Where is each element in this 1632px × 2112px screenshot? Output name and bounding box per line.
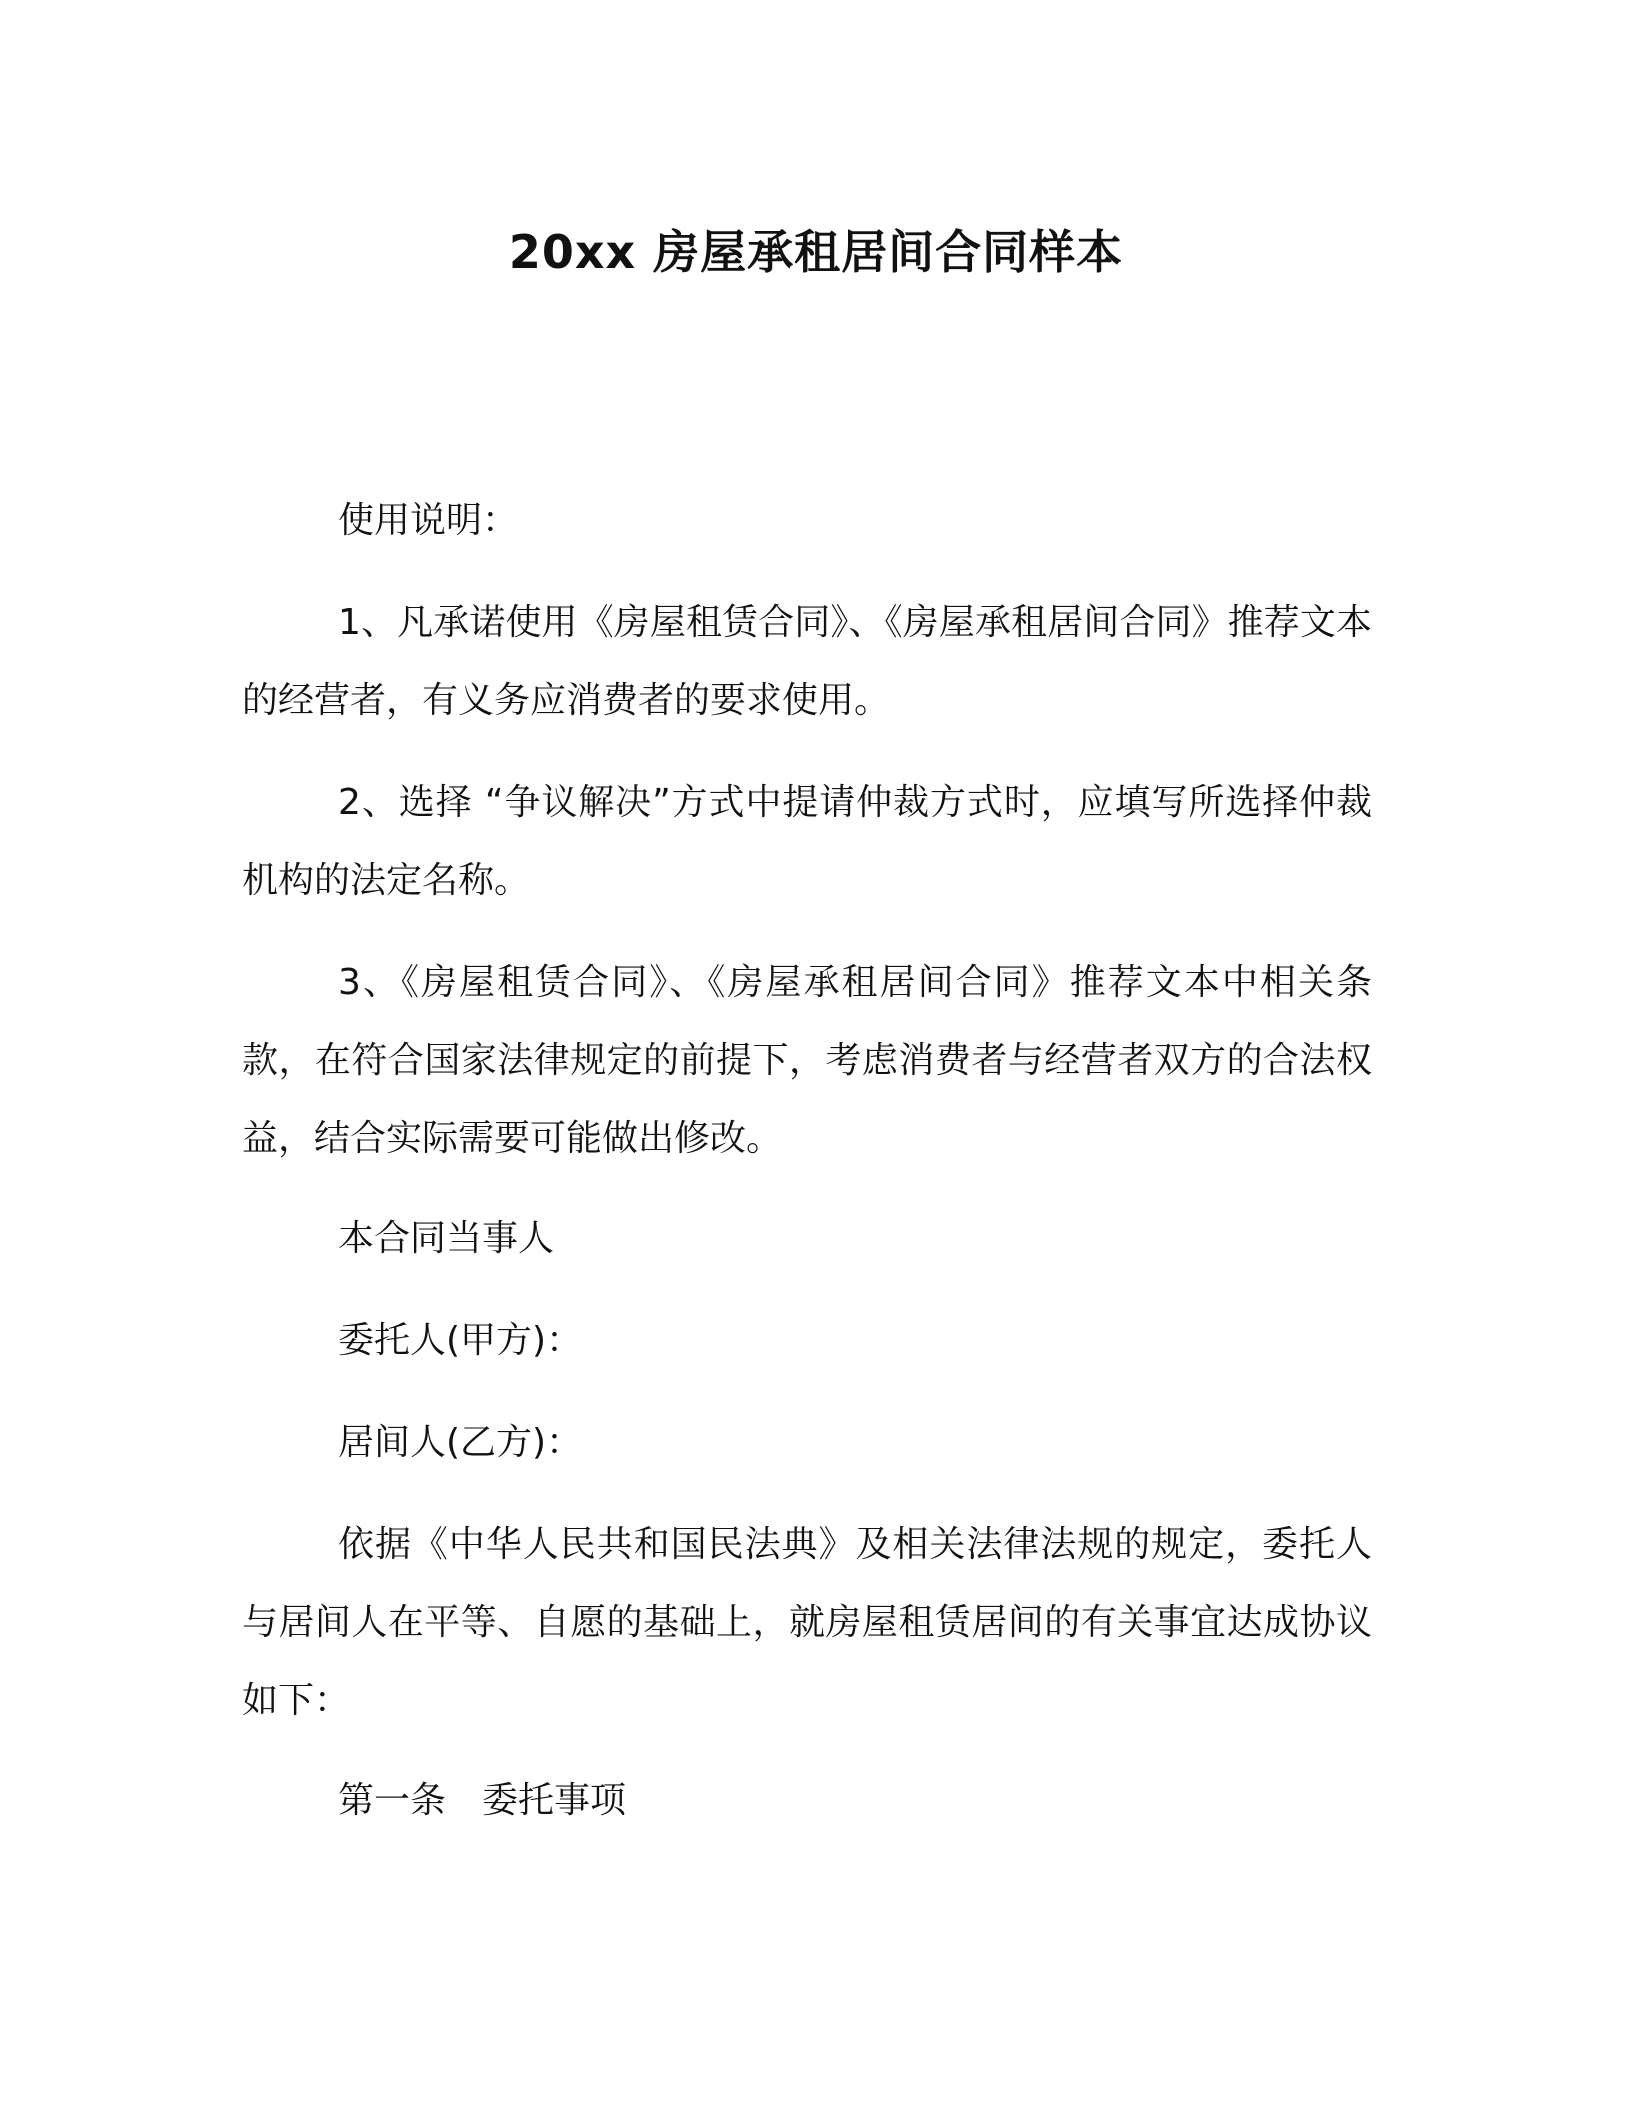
- usage-item-3: 3、《房屋租赁合同》、《房屋承租居间合同》推荐文本中相关条款，在符合国家法律规定的前提下，考虑消费者与经营者双方的合法权益，结合实际需要可能做出修改。: [242, 962, 1372, 1159]
- document-title: 20xx 房屋承租居间合同样本: [508, 225, 1124, 279]
- usage-item-1: 1、凡承诺使用《房屋租赁合同》、《房屋承租居间合同》推荐文本的经营者，有义务应消费者的要求使用。: [242, 602, 1372, 721]
- usage-heading: 使用说明：: [338, 500, 519, 541]
- usage-item-2: 2、选择 “争议解决”方式中提请仲裁方式时，应填写所选择仲裁机构的法定名称。: [242, 782, 1372, 901]
- basis-paragraph: 依据《中华人民共和国民法典》及相关法律法规的规定，委托人与居间人在平等、自愿的基础上，就房屋租赁居间的有关事宜达成协议如下：: [242, 1524, 1372, 1721]
- party-b-label: 居间人(乙方)：: [338, 1422, 583, 1463]
- article-1-heading: 第一条 委托事项: [338, 1780, 627, 1821]
- parties-heading: 本合同当事人: [338, 1218, 555, 1259]
- party-a-label: 委托人(甲方)：: [338, 1320, 583, 1361]
